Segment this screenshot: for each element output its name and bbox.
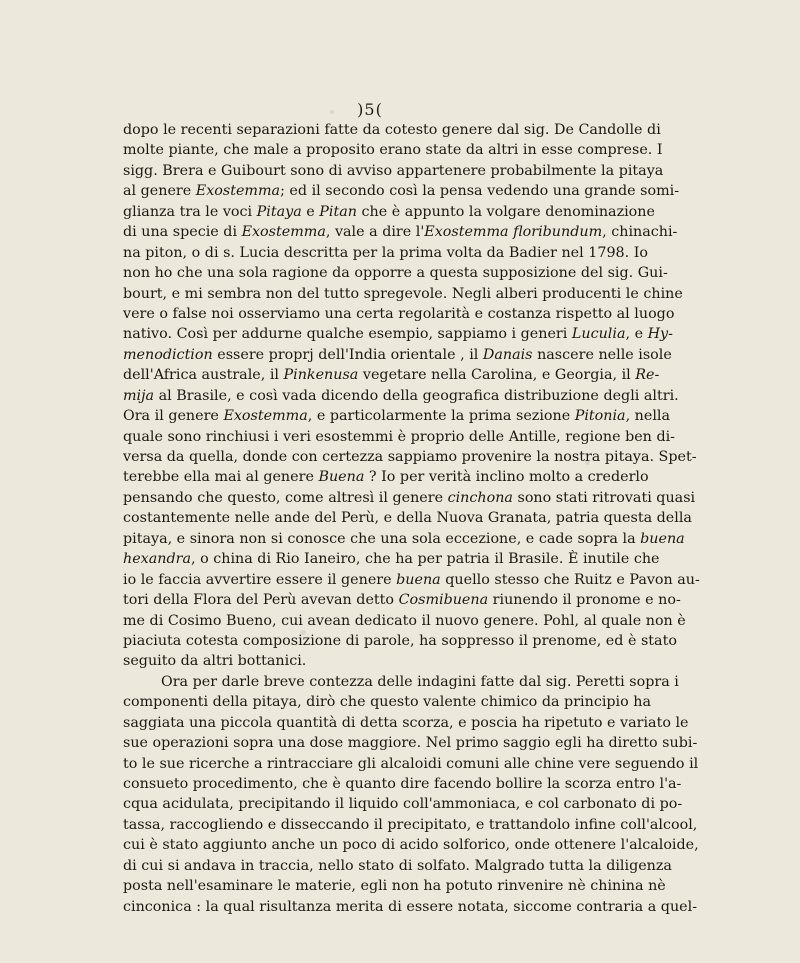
text-run: vere o false noi osserviamo una certa regolarità e costanza rispetto al luogo [123, 305, 675, 322]
text-run: , chinachi- [602, 224, 678, 241]
italic-term: cinchona [447, 489, 513, 506]
text-run: tori della Flora del Perù avevan detto [123, 592, 399, 609]
text-run: al genere [123, 183, 196, 200]
text-line [123, 386, 679, 406]
text-line [123, 733, 698, 753]
text-run: che è appunto la volgare denominazione [356, 203, 655, 220]
text-line [123, 345, 672, 365]
text-run: consueto procedimento, che è quanto dire facendo bollire la scorza entro l'a- [123, 776, 682, 792]
text-run: me di Cosimo Bueno, cui avean dedicato il nuovo genere. Pohl, al quale non è [123, 612, 686, 629]
text-line [123, 835, 699, 855]
text-run: na piton, o di s. Lucia descritta per la prima volta da Badier nel 1798. Io [123, 244, 648, 261]
text-line [123, 406, 671, 426]
text-run: di cui si andava in traccia, nello stato di solfato. Malgrado tutta la diligenza [123, 857, 672, 874]
text-run: sue operazioni sopra una dose maggiore. Nel primo saggio egli ha diretto subi- [123, 735, 698, 752]
text-run: Ora per darle breve contezza delle indagini fatte dal sig. Peretti sopra i [161, 673, 679, 690]
text-run: di una specie di [123, 224, 242, 241]
text-run: dell'Africa australe, il [123, 367, 284, 384]
text-line [123, 794, 683, 814]
italic-term: mija [123, 387, 155, 404]
text-line [123, 202, 655, 222]
text-run: essere proprj dell'India orientale , il [212, 346, 483, 363]
text-run: quello stesso che Ruitz e Pavon au- [440, 571, 700, 588]
text-run: , e particolarmente la prima sezione [307, 408, 575, 425]
text-run: pitaya, e sinora non si conosce che una sola eccezione, e cade sopra la [123, 530, 641, 547]
italic-term: Danais [482, 346, 533, 363]
italic-term: Hy- [647, 326, 673, 343]
text-line [123, 570, 700, 590]
text-run: costantemente nelle ande del Perù, e della Nuova Granata, patria questa della [123, 510, 692, 527]
text-run: cqua acidulata, precipitando il liquido coll'ammoniaca, e col carbonato di po- [123, 796, 683, 813]
text-run: tassa, raccogliendo e disseccando il precipitato, e trattandolo infine coll'alcool, [123, 816, 698, 833]
text-line [123, 243, 648, 263]
text-run: bourt, e mi sembra non del tutto spregevole. Negli alberi producenti le chine [123, 285, 683, 302]
text-run: , e [625, 326, 648, 343]
body-text [123, 120, 700, 917]
text-run: , o china di Rio Ianeiro, che ha per patria il Brasile. È inutile che [190, 551, 660, 568]
text-line [123, 590, 681, 610]
text-run: to le sue ricerche a rintracciare gli alcaloidi comuni alle chine vere seguendo il [123, 755, 699, 772]
italic-term: Cosmibuena [398, 592, 489, 609]
paragraph [123, 120, 700, 672]
text-run: cui è stato aggiunto anche un poco di acido solforico, onde ottenere l'alcaloide, [123, 837, 699, 854]
text-run: pensando che questo, come altresì il genere [123, 489, 448, 506]
text-run: nativo. Così per addurne qualche esempio, sappiamo i generi [123, 326, 572, 343]
italic-term: Exostemma [223, 408, 308, 425]
italic-term: Pitan [319, 203, 357, 220]
text-run: saggiata una piccola quantità di detta scorza, e poscia ha ripetuto e variato le [123, 714, 689, 731]
text-line [123, 713, 689, 733]
italic-term: hexandra [123, 551, 191, 568]
text-line [123, 651, 613, 671]
text-run: quale sono rinchiusi i veri esostemmi è proprio delle Antille, regione ben di- [123, 428, 675, 445]
text-line [123, 508, 692, 528]
text-run: , vale a dire l' [325, 224, 425, 241]
text-line [123, 631, 677, 651]
text-line [123, 774, 682, 794]
text-run: vegetare nella Carolina, e Georgia, il [358, 367, 636, 384]
text-line [123, 672, 679, 692]
text-line [123, 549, 660, 569]
text-run: ; ed il secondo così la pensa vedendo una grande somi- [280, 183, 680, 200]
text-run: posta nell'esaminare le materie, egli non ha potuto rinvenire nè chinina nè [123, 878, 666, 895]
text-line [123, 284, 683, 304]
text-run: nascere nelle isole [532, 346, 672, 363]
text-line [123, 897, 698, 917]
italic-term: Exostemma [195, 183, 281, 200]
text-run: terebbe ella mai al genere [123, 469, 319, 486]
italic-term: Re- [635, 367, 660, 384]
text-line [123, 324, 673, 344]
text-line [123, 263, 668, 283]
text-line [123, 447, 697, 467]
text-run: dopo le recenti separazioni fatte da cotesto genere dal sig. De Candolle di [123, 122, 661, 138]
italic-term: Luculia [571, 326, 626, 343]
italic-term: Exostemma floribundum [424, 224, 603, 241]
text-run: piaciuta cotesta composizione di parole, ha soppresso il prenome, ed è stato [123, 632, 677, 649]
text-run: Ora il genere [123, 408, 224, 425]
text-line [123, 692, 652, 712]
text-line [123, 467, 649, 487]
text-run: glianza tra le voci [123, 203, 257, 220]
text-line [123, 815, 698, 835]
italic-term: Buena [318, 469, 365, 486]
text-run: sono stati ritrovati quasi [512, 489, 696, 506]
italic-term: buena [640, 530, 685, 547]
text-line [123, 611, 686, 631]
italic-term: Pitonia [574, 408, 626, 425]
italic-term: buena [396, 571, 441, 588]
text-line [123, 120, 661, 140]
text-line [123, 876, 666, 896]
text-line [123, 304, 675, 324]
page-number: )5( [357, 100, 383, 119]
text-run: riunendo il pronome e no- [488, 592, 681, 609]
text-line [123, 427, 675, 447]
text-line [123, 161, 664, 181]
text-run: e [301, 203, 320, 220]
text-run: componenti della pitaya, dirò che questo valente chimico da principio ha [123, 694, 652, 711]
paragraph [123, 672, 699, 917]
text-line [123, 529, 685, 549]
text-line [123, 488, 696, 508]
text-line [123, 856, 672, 876]
italic-term: Pitaya [256, 203, 302, 220]
text-line [123, 754, 699, 774]
text-run: versa da quella, donde con certezza sappiamo provenire la nostra pitaya. Spet- [123, 449, 697, 465]
text-run: non ho che una sola ragione da opporre a questa supposizione del sig. Gui- [123, 265, 668, 282]
italic-term: Pinkenusa [283, 367, 359, 384]
italic-term: Exostemma [241, 224, 326, 241]
text-run: , nella [625, 408, 671, 425]
text-run: cinconica : la qual risultanza merita di essere notata, siccome contraria a quel- [123, 898, 698, 915]
italic-term: menodiction [123, 346, 213, 363]
text-run: ? Io per verità inclino molto a crederlo [364, 469, 649, 486]
text-run: seguito da altri bottanici. [123, 653, 307, 670]
text-run: io le faccia avvertire essere il genere [123, 571, 397, 588]
text-line [123, 365, 660, 385]
text-line [123, 181, 680, 201]
text-line [123, 140, 663, 160]
text-run: al Brasile, e così vada dicendo della geografica distribuzione degli altri. [154, 387, 679, 404]
text-run: sigg. Brera e Guibourt sono di avviso appartenere probabilmente la pitaya [123, 162, 664, 179]
text-line [123, 222, 678, 242]
text-run: molte piante, che male a proposito erano state da altri in esse comprese. I [123, 142, 663, 159]
